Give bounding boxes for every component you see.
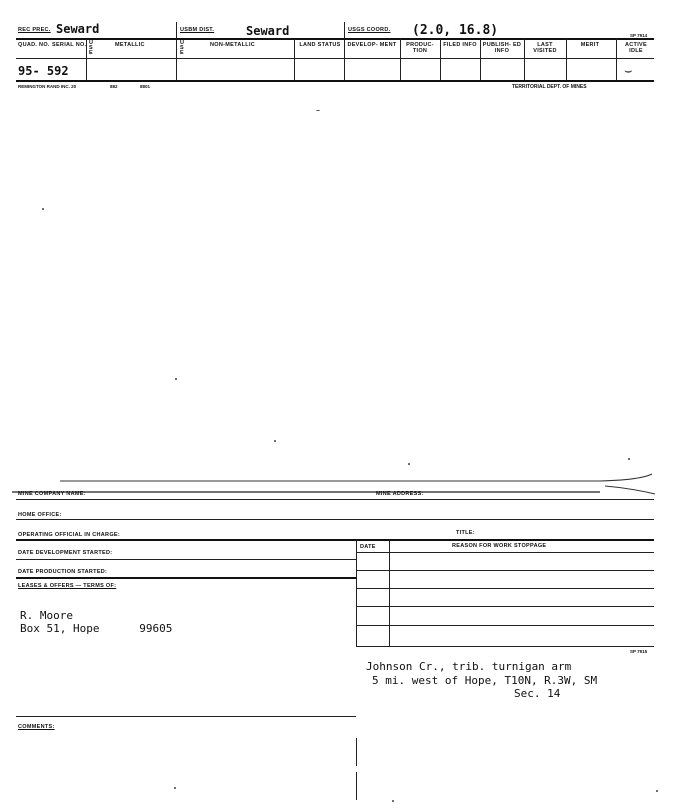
card-edge (0, 472, 678, 498)
col-non-metallic: NON-METALLIC (210, 42, 256, 48)
date-production-started-label: DATE PRODUCTION STARTED: (18, 569, 108, 575)
footer-code-1: 882 (110, 84, 118, 89)
col-land-status: LAND STATUS (299, 42, 341, 48)
col-merit: MERIT (580, 42, 600, 48)
usbm-dist-value: Seward (246, 24, 290, 38)
date-development-started-label: DATE DEVELOPMENT STARTED: (18, 550, 113, 556)
rec-prec-label: REC PREC. (18, 27, 51, 33)
comments-label: COMMENTS: (18, 724, 55, 730)
col-active-idle: ACTIVE IDLE (625, 42, 647, 54)
mine-address-label: MINE ADDRESS: (376, 491, 424, 497)
location-line-2: 5 mi. west of Hope, T10N, R.3W, SM (372, 674, 598, 687)
rec-prec-value: Seward (56, 22, 100, 36)
usgs-coord-value: (2.0, 16.8) (412, 23, 499, 38)
usbm-dist-label: USBM DIST. (180, 27, 215, 33)
col-serial-no: SERIAL NO. (52, 42, 87, 48)
col-published-info: PUBLISH- ED INFO (482, 42, 522, 54)
mine-company-name-label: MINE COMPANY NAME: (18, 491, 86, 497)
reason-work-stoppage-label: REASON FOR WORK STOPPAGE (452, 543, 547, 549)
quad-serial-value: 95- 592 (18, 64, 69, 78)
col-production: PRODUC- TION (406, 42, 434, 54)
owner-name: R. Moore (20, 609, 73, 622)
col-use-1: U S E (89, 40, 94, 56)
col-use-2: U S E (180, 40, 185, 56)
date-column-label: DATE (360, 544, 376, 550)
usgs-coord-label: USGS COORD. (348, 27, 391, 33)
title-label: TITLE: (456, 530, 475, 536)
active-idle-mark: ⌣ (624, 63, 633, 78)
location-line-1: Johnson Cr., trib. turnigan arm (366, 660, 572, 673)
operating-official-label: OPERATING OFFICIAL IN CHARGE: (18, 532, 120, 538)
home-office-label: HOME OFFICE: (18, 512, 62, 518)
form-number-bottom: SP 7915 (630, 649, 648, 654)
location-line-3: Sec. 14 (514, 687, 561, 700)
col-metallic: METALLIC (115, 42, 145, 48)
footer-printer: REMINGTON RAND INC. 20 (18, 84, 77, 89)
form-number-top: SP 7914 (630, 33, 648, 38)
col-filed-info: FILED INFO (443, 42, 477, 48)
footer-dept: TERRITORIAL DEPT. OF MINES (512, 84, 587, 90)
leases-offers-label: LEASES & OFFERS — TERMS OF: (18, 583, 117, 589)
col-quad-no: QUAD. NO. (18, 42, 50, 48)
owner-address: Box 51, Hope 99605 (20, 622, 173, 635)
footer-code-2: 8801 (140, 84, 151, 89)
col-last-visited: LAST VISITED (533, 42, 557, 54)
col-development: DEVELOP- MENT (347, 42, 397, 48)
